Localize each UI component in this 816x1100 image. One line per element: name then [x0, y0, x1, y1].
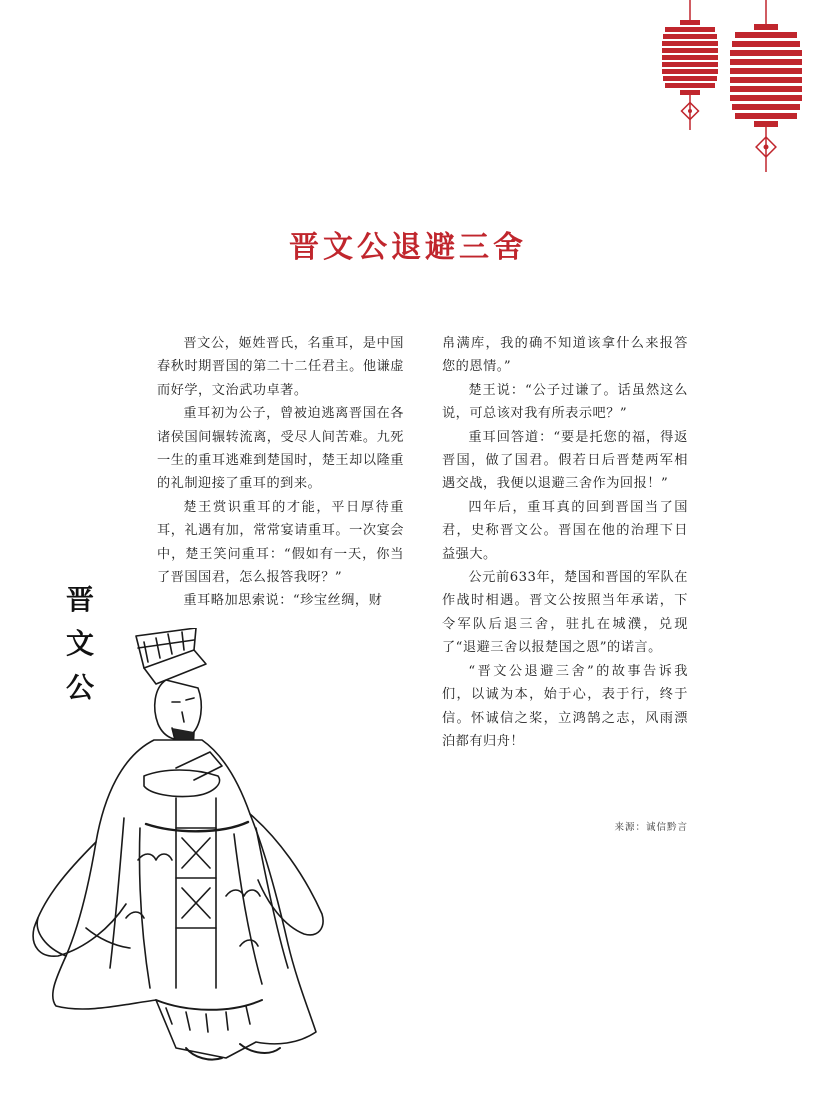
paragraph: 四年后，重耳真的回到晋国当了国君，史称晋文公。晋国在他的治理下日益强大。 — [442, 499, 688, 562]
side-title-char: 晋 — [65, 583, 94, 616]
lantern-small-icon — [662, 0, 718, 134]
source-note: 来源：诚信黔言 — [614, 822, 688, 833]
lantern-large-icon — [730, 0, 802, 174]
paragraph: 公元前633年，楚国和晋国的军队在作战时相遇。晋文公按照当年承诺，下令军队后退三舍，驻扎在城濮，兑现了“退避三舍以报楚国之恩”的诺言。 — [442, 570, 688, 656]
duke-wen-illustration — [26, 628, 336, 1064]
side-title-char: 公 — [65, 671, 94, 704]
paragraph: 楚王赏识重耳的才能，平日厚待重耳，礼遇有加，常常宴请重耳。一次宴会中，楚王笑问重耳：“假如有一天，你当了晋国国君，怎么报答我呀？” — [157, 499, 404, 586]
side-title-char: 文 — [65, 627, 94, 660]
paragraph: 楚王说：“公子过谦了。话虽然这么说，可总该对我有所表示吧？” — [442, 382, 688, 422]
paragraph: 晋文公，姬姓晋氏，名重耳，是中国春秋时期晋国的第二十二任君主。他谦虚而好学，文治武功卓著。 — [157, 336, 404, 398]
paragraph-continuation: 帛满库，我的确不知道该拿什么来报答您的恩情。” — [442, 336, 688, 375]
paragraph: “晋文公退避三舍”的故事告诉我们，以诚为本，始于心，表于行，终于信。怀诚信之桨，立鸿鹄之志，风雨漂泊都有归舟！ — [442, 663, 688, 749]
right-column — [442, 332, 688, 753]
page-title: 晋文公退避三舍 — [289, 230, 527, 265]
paragraph: 重耳略加思索说：“珍宝丝绸，财 — [183, 593, 383, 609]
left-column — [157, 332, 404, 613]
paragraph: 重耳回答道：“要是托您的福，得返晋国，做了国君。假若日后晋楚两军相遇交战，我便以退避三舍作为回报！” — [442, 429, 688, 492]
paragraph: 重耳初为公子，曾被迫逃离晋国在各诸侯国间辗转流离，受尽人间苦难。九死一生的重耳逃难到楚国时，楚王却以隆重的礼制迎接了重耳的到来。 — [157, 406, 404, 492]
